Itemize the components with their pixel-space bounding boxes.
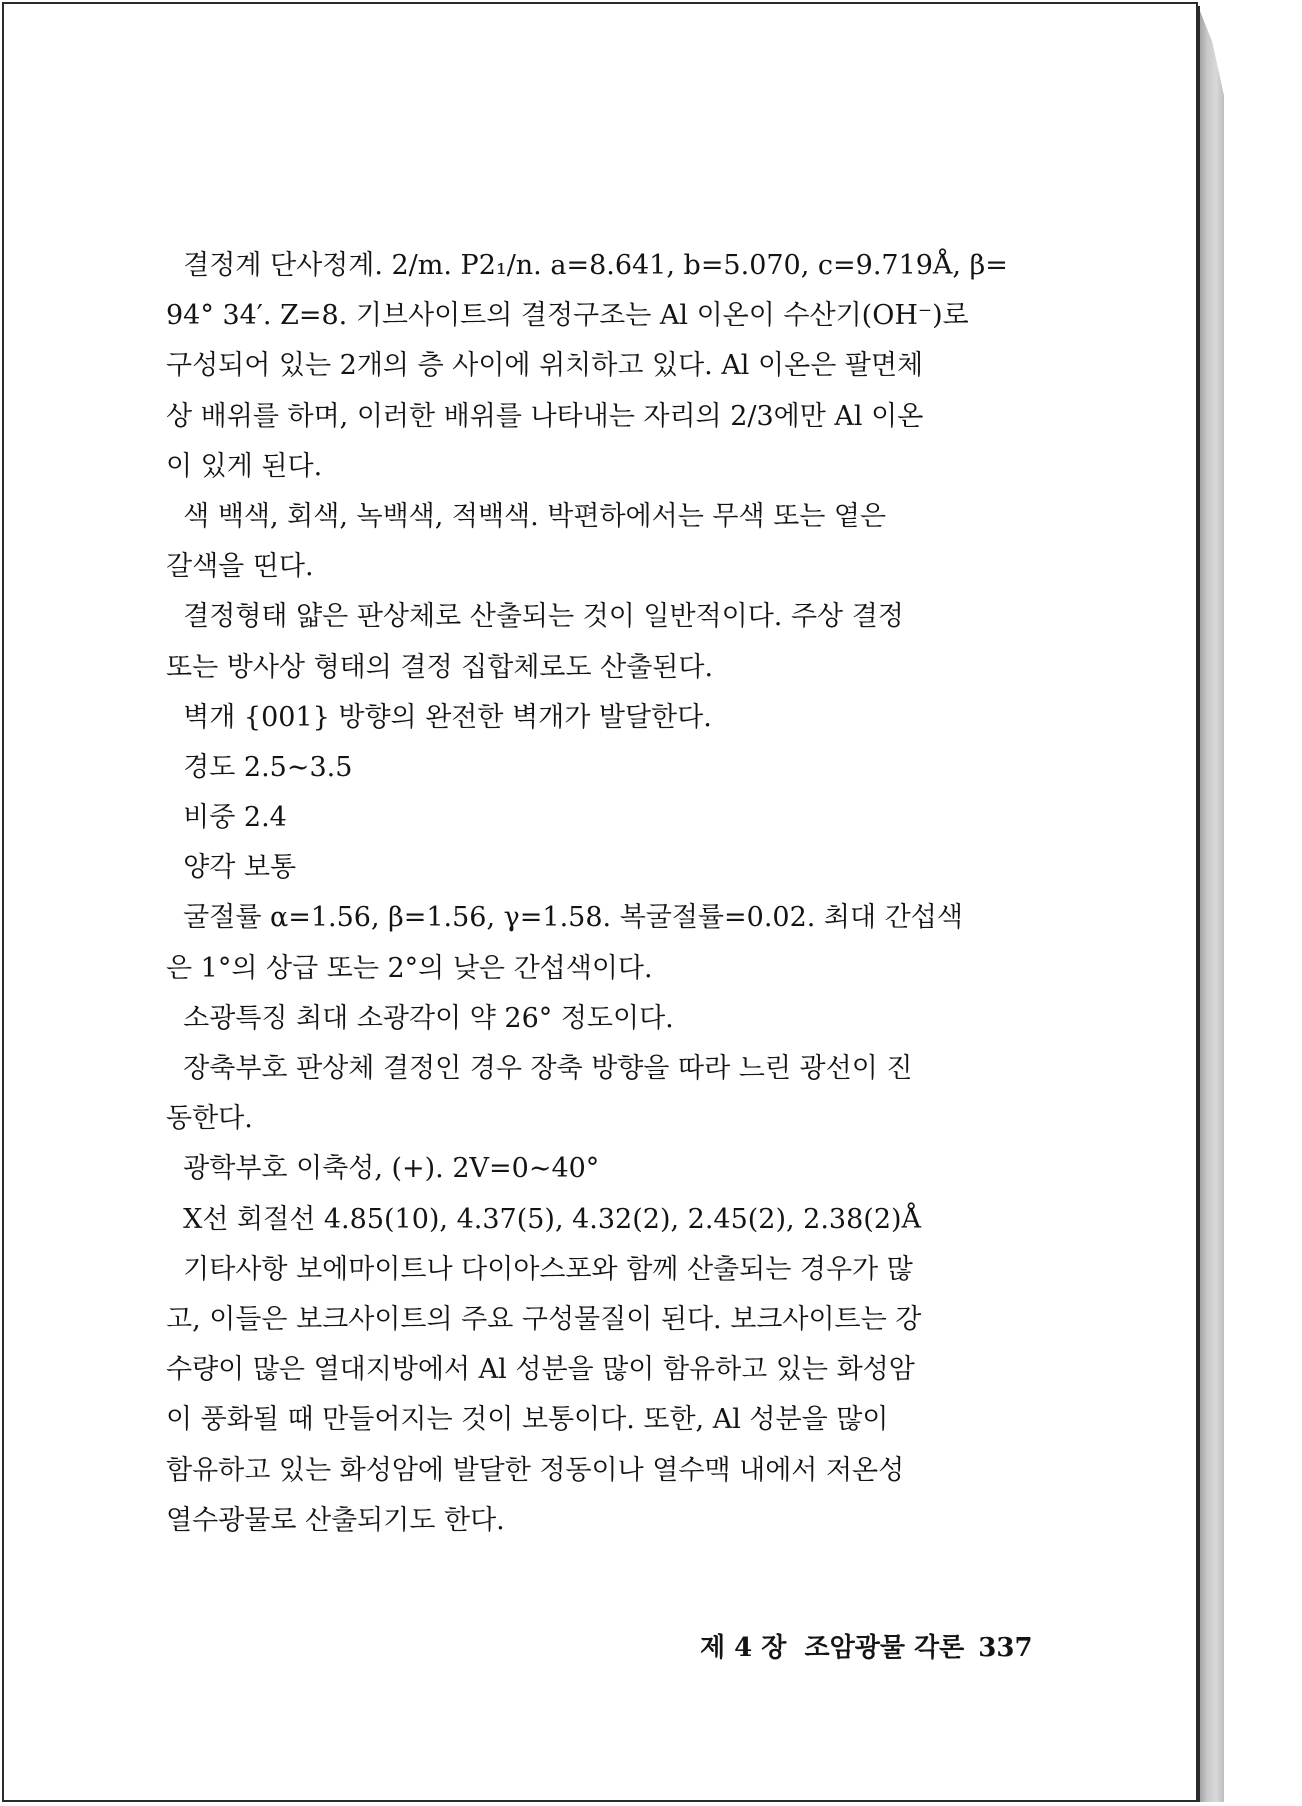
text-line: 소광특징 최대 소광각이 약 26° 정도이다. <box>166 1002 674 1034</box>
text-line: 이 풍화될 때 만들어지는 것이 보통이다. 또한, Al 성분을 많이 <box>166 1404 889 1436</box>
text-line: 또는 방사상 형태의 결정 집합체로도 산출된다. <box>166 651 714 683</box>
body-text <box>166 241 1039 1546</box>
text-line: 양각 보통 <box>166 852 297 884</box>
text-line: 결정계 단사정계. 2/m. P2₁/n. a=8.641, b=5.070, c=9.719Å, β= <box>166 250 1008 281</box>
text-line: 고, 이들은 보크사이트의 주요 구성물질이 된다. 보크사이트는 강 <box>166 1303 922 1335</box>
text-line: 장축부호 판상체 결정인 경우 장축 방향을 따라 느린 광선이 진 <box>166 1053 913 1084</box>
text-line: 갈색을 띤다. <box>166 551 314 583</box>
text-line: 함유하고 있는 화성암에 발달한 정동이나 열수맥 내에서 저온성 <box>166 1454 905 1486</box>
text-line: 구성되어 있는 2개의 층 사이에 위치하고 있다. Al 이온은 팔면체 <box>166 350 924 382</box>
text-line: 색 백색, 회색, 녹백색, 적백색. 박편하에서는 무색 또는 옅은 <box>166 500 887 532</box>
page-edge-border <box>1198 6 1200 1802</box>
text-line: 열수광물로 산출되기도 한다. <box>166 1504 505 1536</box>
text-line: 광학부호 이축성, (+). 2V=0∼40° <box>166 1153 600 1185</box>
text-line: 벽개 {001} 방향의 완전한 벽개가 발달한다. <box>166 701 712 733</box>
text-line: 비중 2.4 <box>166 802 287 834</box>
page-footer <box>700 1628 1033 1668</box>
text-line: 이 있게 된다. <box>166 450 323 482</box>
text-line: 은 1°의 상급 또는 2°의 낮은 간섭색이다. <box>166 952 653 984</box>
text-line: 굴절률 α=1.56, β=1.56, γ=1.58. 복굴절률=0.02. 최대 간섭색 <box>166 902 963 934</box>
text-line: 동한다. <box>166 1103 253 1135</box>
text-line: 94° 34′. Z=8. 기브사이트의 결정구조는 Al 이온이 수산기(OH⁻)로 <box>166 300 969 332</box>
text-line: X선 회절선 4.85(10), 4.37(5), 4.32(2), 2.45(2), 2.38(2)Å <box>166 1203 922 1235</box>
text-line: 결정형태 얇은 판상체로 산출되는 것이 일반적이다. 주상 결정 <box>166 601 904 633</box>
page-edge-shadow <box>1198 6 1224 1802</box>
text-line: 기타사항 보에마이트나 다이아스포와 함께 산출되는 경우가 많 <box>166 1253 913 1285</box>
text-line: 상 배위를 하며, 이러한 배위를 나타내는 자리의 2/3에만 Al 이온 <box>166 400 924 432</box>
text-line: 수량이 많은 열대지방에서 Al 성분을 많이 함유하고 있는 화성암 <box>166 1354 915 1386</box>
chapter-title: 제 4 장 조암광물 각론 <box>700 1633 965 1663</box>
text-line: 경도 2.5∼3.5 <box>166 751 353 783</box>
page-number: 337 <box>978 1633 1033 1663</box>
